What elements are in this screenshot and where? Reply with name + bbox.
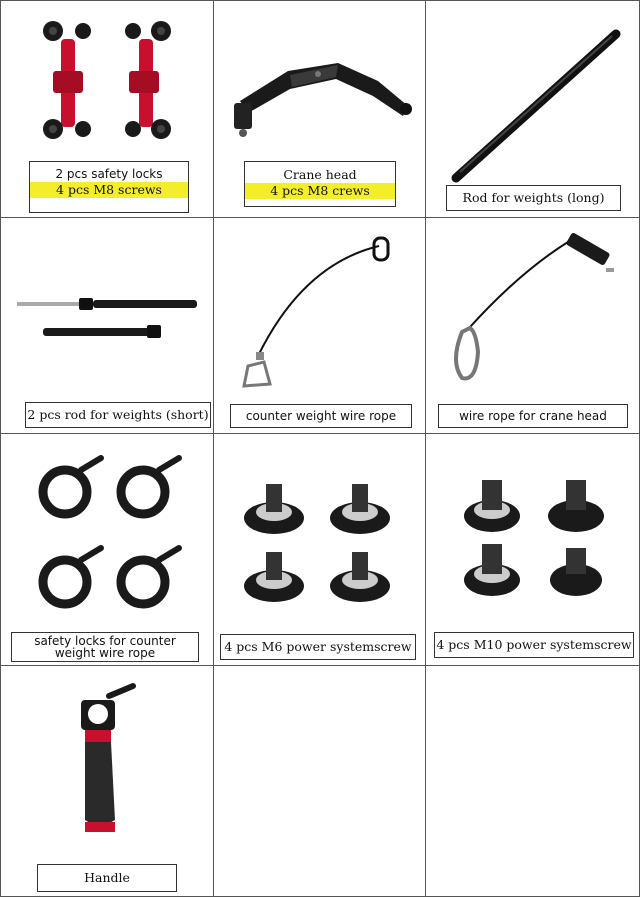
caption-rod-long [446,185,621,211]
counter-weight-wire-image [234,234,404,394]
caption-line2-highlight: 4 pcs M8 crews [245,183,395,199]
caption-line1: Rod for weights (long) [462,190,605,205]
cell-handle [0,666,214,897]
cell-rod-long [426,0,640,218]
caption-crane-head [244,161,396,207]
m10-screws-image [456,474,616,604]
caption-line1: Crane head [283,167,357,182]
caption-line2-highlight: 4 pcs M8 screws [30,182,188,198]
caption-wire-rope-crane [438,404,628,428]
handle-image [71,680,151,850]
caption-rod-short [25,402,211,428]
caption-counter-weight-wire [230,404,412,428]
caption-safety-locks [29,161,189,213]
cell-wire-rope-crane [426,218,640,434]
safety-lock-plates-image [31,21,181,151]
crane-head-image [228,41,413,141]
wire-rope-crane-image [440,232,630,392]
caption-line2: weight wire rope [54,646,156,660]
caption-line1: 2 pcs safety locks [55,167,163,181]
caption-line1: Handle [84,870,130,885]
cell-safety-locks [0,0,214,218]
caption-line1: wire rope for crane head [459,409,607,423]
cell-empty-1 [214,666,426,897]
caption-line1: safety locks for counter [34,634,176,648]
caption-line1: 4 pcs M10 power systemscrew [436,637,632,652]
cell-m6-screws [214,434,426,666]
m6-screws-image [236,474,406,614]
cell-rod-short [0,218,214,434]
cell-counter-weight-wire [214,218,426,434]
clamp-locks-image [29,452,189,622]
long-rod-image [446,26,626,186]
caption-handle [37,864,177,892]
caption-safety-locks-wire [11,632,199,662]
cell-safety-locks-wire [0,434,214,666]
cell-m10-screws [426,434,640,666]
caption-line1: 2 pcs rod for weights (short) [27,407,209,422]
short-rods-image [13,288,203,348]
cell-empty-2 [426,666,640,897]
caption-line1: counter weight wire rope [245,409,397,423]
caption-line1: 4 pcs M6 power systemscrew [224,639,412,654]
caption-m10-screws [434,632,634,658]
cell-crane-head [214,0,426,218]
caption-m6-screws [220,634,416,660]
